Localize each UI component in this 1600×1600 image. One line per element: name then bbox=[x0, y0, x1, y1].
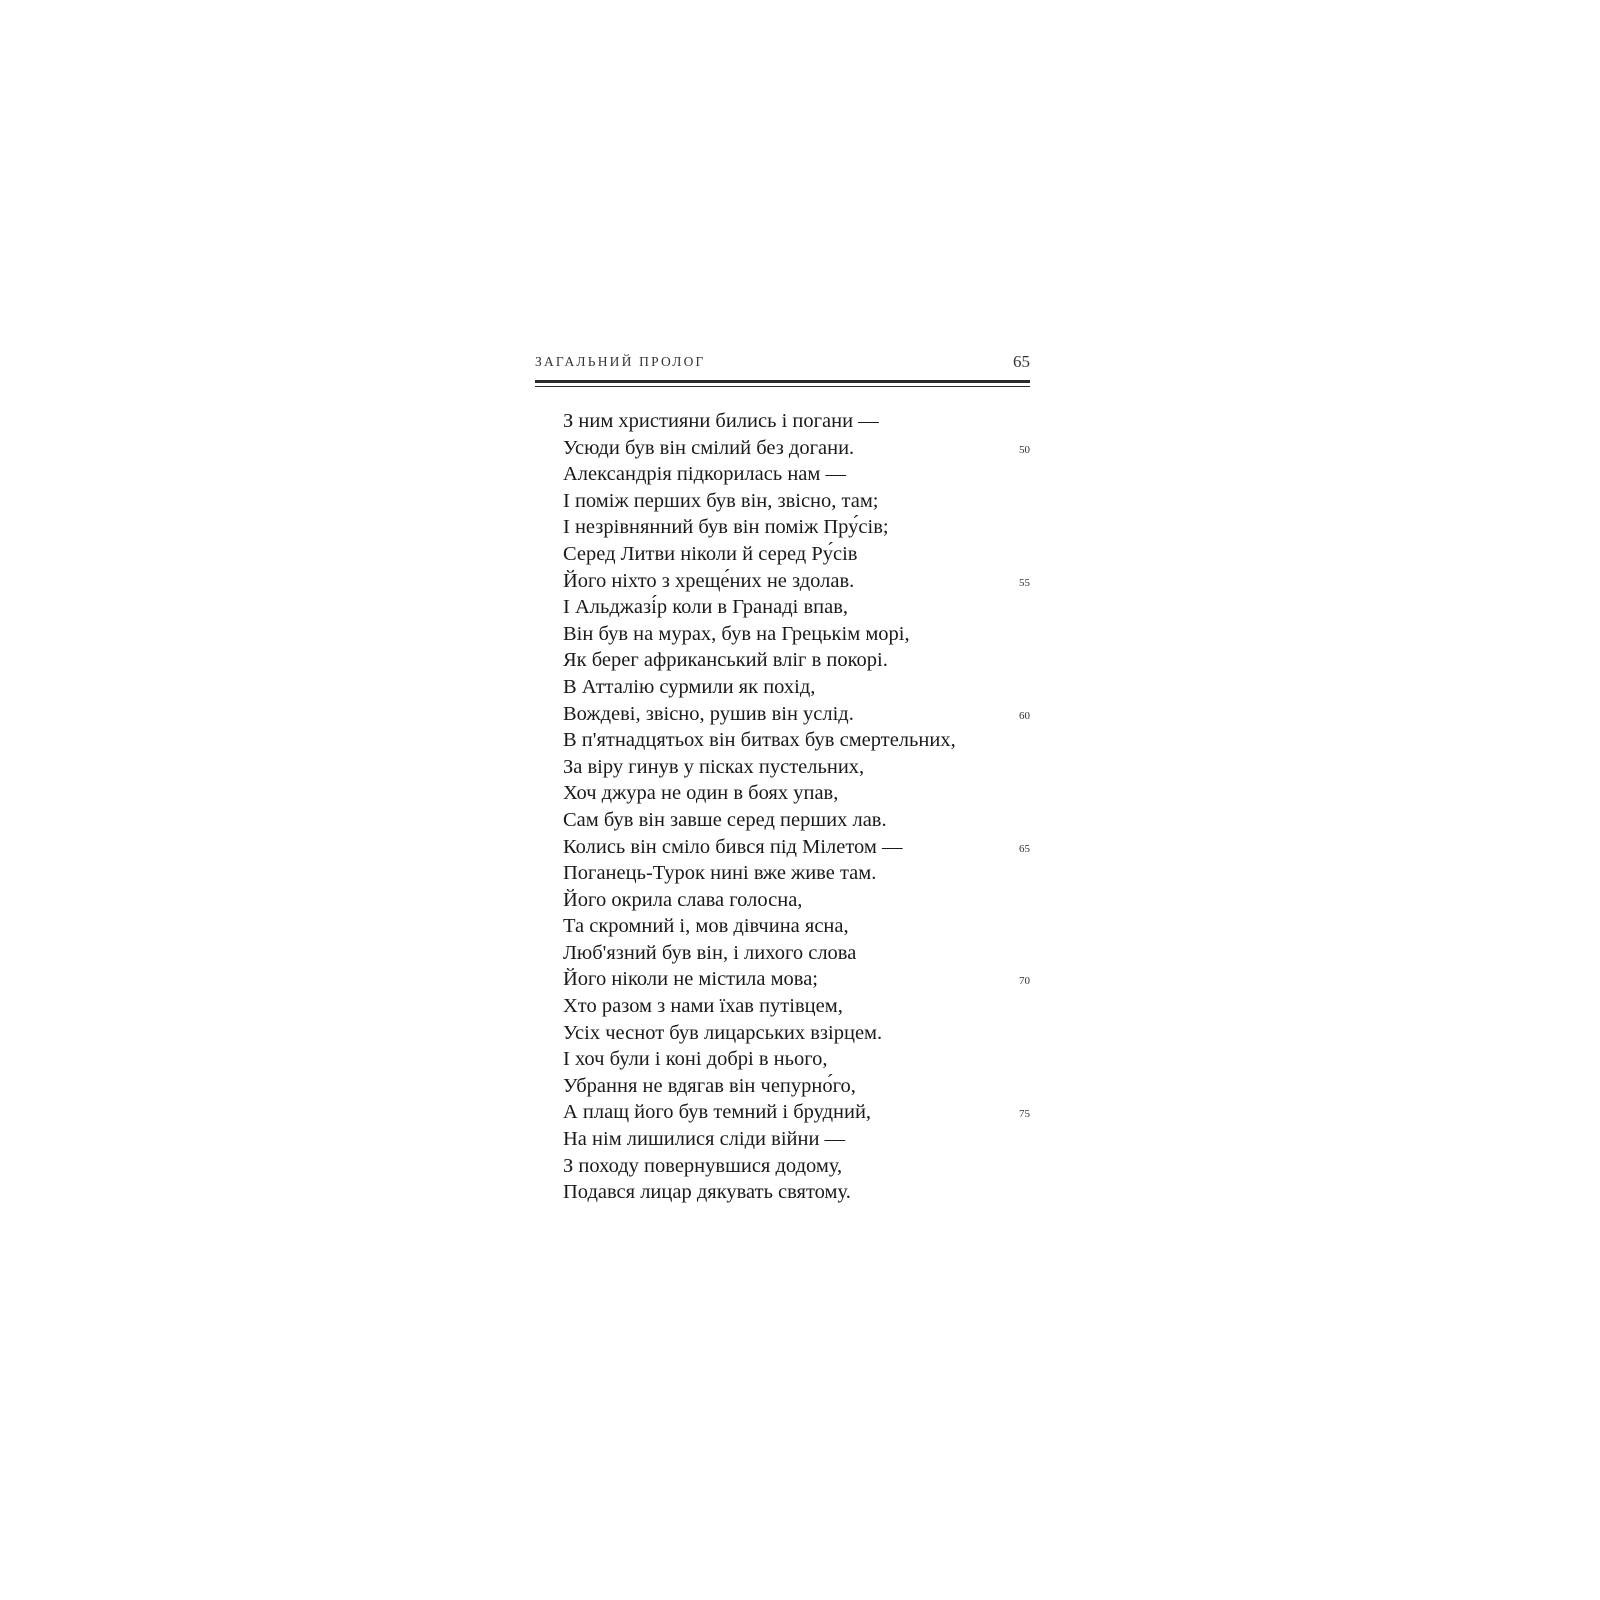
verse-line bbox=[563, 647, 1030, 674]
verse-line-text: І незрівнянний був він поміж Пру́сів; bbox=[563, 516, 889, 539]
page-number: 65 bbox=[1013, 352, 1030, 371]
verse-line-text: Хоч джура не один в боях упав, bbox=[563, 782, 839, 805]
verse-line bbox=[563, 594, 1030, 621]
line-number: 75 bbox=[1019, 1108, 1030, 1121]
verse-line bbox=[563, 1099, 1030, 1126]
verse-line-text: А плащ його був темний і брудний, bbox=[563, 1101, 872, 1124]
verse-block bbox=[563, 408, 1030, 1206]
verse-line-text: В Атталію сурмили як похід, bbox=[563, 675, 816, 698]
running-title: ЗАГАЛЬНИЙ ПРОЛОГ bbox=[535, 354, 706, 369]
verse-line bbox=[563, 807, 1030, 834]
verse-line-text: Люб'язний був він, і лихого слова bbox=[563, 941, 857, 964]
verse-line-text: Він був на мурах, був на Грецькім морі, bbox=[563, 622, 910, 645]
verse-line-text: В п'ятнадцятьох він битвах був смертельних, bbox=[563, 729, 956, 752]
verse-line bbox=[563, 1126, 1030, 1153]
verse-line bbox=[563, 940, 1030, 967]
verse-line-text: Усюди був він смілий без догани. bbox=[563, 436, 855, 459]
verse-line bbox=[563, 834, 1030, 861]
verse-line-text: Його ніколи не містила мова; bbox=[563, 968, 818, 991]
verse-line bbox=[563, 1179, 1030, 1206]
verse-line-text: Вождеві, звісно, рушив він услід. bbox=[563, 702, 854, 725]
verse-line-text: Колись він сміло бився під Мілетом — bbox=[563, 835, 903, 858]
verse-line-text: І Альджазі́р коли в Гранаді впав, bbox=[563, 596, 849, 619]
verse-line bbox=[563, 674, 1030, 701]
verse-line-text: З ним християни бились і погани — bbox=[563, 410, 879, 432]
line-number: 60 bbox=[1019, 709, 1030, 722]
line-number: 50 bbox=[1019, 443, 1030, 456]
verse-line-text: Та скромний і, мов дівчина ясна, bbox=[563, 915, 849, 938]
verse-line bbox=[563, 754, 1030, 781]
verse-line bbox=[563, 966, 1030, 993]
verse-line-text: Його ніхто з хреще́них не здолав. bbox=[563, 569, 855, 592]
line-number: 55 bbox=[1019, 576, 1030, 589]
verse-line bbox=[563, 993, 1030, 1020]
verse-line bbox=[563, 435, 1030, 462]
verse-line bbox=[563, 541, 1030, 568]
header-rule-thin bbox=[535, 386, 1030, 387]
running-head bbox=[535, 352, 1030, 376]
verse-line bbox=[563, 887, 1030, 914]
verse-line-text: Убрання не вдягав він чепурно́го, bbox=[563, 1074, 856, 1097]
verse-line-text: Як берег африканський вліг в покорі. bbox=[563, 649, 888, 672]
verse-line bbox=[563, 568, 1030, 595]
verse-line-text: За віру гинув у пісках пустельних, bbox=[563, 755, 865, 778]
verse-line-text: І хоч були і коні добрі в нього, bbox=[563, 1048, 828, 1071]
verse-line bbox=[563, 621, 1030, 648]
verse-line bbox=[563, 1073, 1030, 1100]
verse-line bbox=[563, 408, 1030, 435]
verse-line bbox=[563, 1153, 1030, 1180]
line-number: 70 bbox=[1019, 975, 1030, 988]
verse-line bbox=[563, 1046, 1030, 1073]
verse-line-text: Сам був він завше серед перших лав. bbox=[563, 808, 887, 831]
verse-line bbox=[563, 701, 1030, 728]
verse-line-text: Поганець-Турок нині вже живе там. bbox=[563, 862, 877, 885]
verse-line bbox=[563, 488, 1030, 515]
verse-line-text: Хто разом з нами їхав путівцем, bbox=[563, 995, 843, 1018]
verse-line bbox=[563, 727, 1030, 754]
line-number: 65 bbox=[1019, 842, 1030, 855]
verse-line bbox=[563, 913, 1030, 940]
verse-line-text: Його окрила слава голосна, bbox=[563, 888, 803, 911]
verse-line bbox=[563, 461, 1030, 488]
verse-line-text: Усіх чеснот був лицарських взірцем. bbox=[563, 1021, 883, 1044]
verse-line-text: Серед Литви ніколи й серед Ру́сів bbox=[563, 542, 858, 565]
verse-line bbox=[563, 860, 1030, 887]
book-page bbox=[535, 352, 1030, 1204]
verse-line-text: Александрія підкорилась нам — bbox=[563, 463, 846, 486]
verse-line bbox=[563, 514, 1030, 541]
verse-line-text: Подався лицар дякувать святому. bbox=[563, 1181, 851, 1204]
verse-line bbox=[563, 1020, 1030, 1047]
verse-line-text: На нім лишилися сліди війни — bbox=[563, 1128, 846, 1151]
verse-line bbox=[563, 780, 1030, 807]
verse-line-text: І поміж перших був він, звісно, там; bbox=[563, 489, 879, 512]
header-rule-thick bbox=[535, 380, 1030, 383]
verse-line-text: З походу повернувшися додому, bbox=[563, 1154, 843, 1177]
